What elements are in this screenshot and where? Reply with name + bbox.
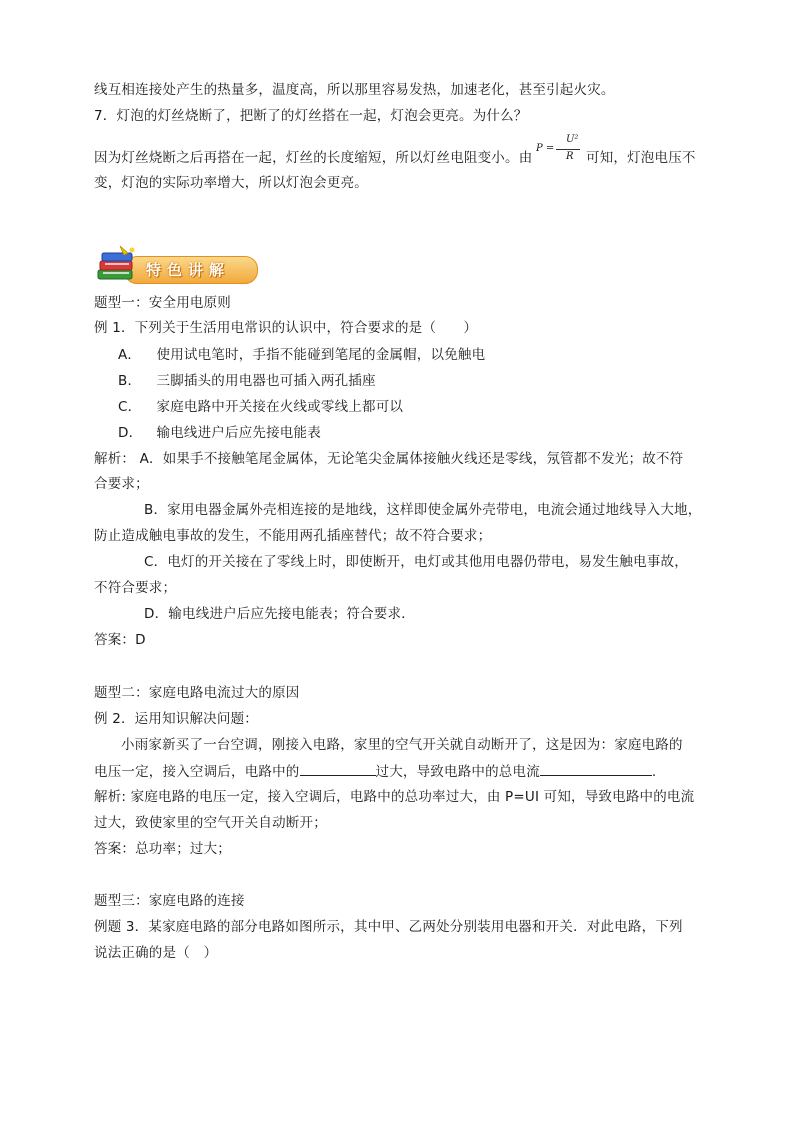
fill-blank-2[interactable]	[540, 761, 652, 776]
text-line: 线互相连接处产生的热量多，温度高，所以那里容易发热，加速老化，甚至引起火灾。	[94, 82, 615, 98]
type2-analysis-line-1: 解析: 家庭电路的电压一定，接入空调后，电路中的总功率过大，由 P=UI 可知，导致电路中的电流	[94, 789, 695, 805]
analysis-line: 不符合要求；	[94, 580, 177, 596]
section-banner	[94, 244, 260, 286]
question-7: 7．灯泡的灯丝烧断了，把断了的灯丝搭在一起，灯泡会更亮。为什么？	[94, 108, 528, 124]
body-text: 过大，导致电路中的总电流	[375, 764, 540, 780]
type1-question: 例 1．下列关于生活用电常识的认识中，符合要求的是（ ）	[94, 320, 478, 336]
banner-title: 特色讲解	[146, 261, 231, 279]
option-text: 三脚插头的用电器也可插入两孔插座	[156, 373, 376, 389]
option-text: 输电线进户后应先接电能表	[156, 425, 321, 441]
type2-heading: 题型二：家庭电路电流过大的原因	[94, 685, 300, 701]
analysis-line: B．家用电器金属外壳相连接的是地线，这样即使金属外壳带电，电流会通过地线导入大地，	[144, 502, 702, 518]
type3-question-line-1: 例题 3．某家庭电路的部分电路如图所示，其中甲、乙两处分别装用电器和开关．对此电路，下列	[94, 919, 683, 935]
type2-body-line-2	[94, 761, 656, 782]
option-label: A．	[118, 347, 142, 363]
option-c	[118, 397, 403, 417]
option-a	[118, 345, 485, 365]
option-d	[118, 423, 321, 443]
power-formula	[534, 134, 584, 166]
books-icon	[94, 244, 140, 286]
body-text: 电压一定，接入空调后，电路中的	[94, 764, 300, 780]
analysis-line: 合要求；	[94, 476, 149, 492]
fraction-bar	[556, 149, 580, 150]
type2-question: 例 2．运用知识解决问题：	[94, 711, 258, 727]
option-text: 使用试电笔时，手指不能碰到笔尾的金属帽，以免触电	[156, 347, 486, 363]
formula-denominator: R	[566, 151, 574, 162]
answer-7-line-1-left: 因为灯丝烧断之后再搭在一起，灯丝的长度缩短，所以灯丝电阻变小。由	[94, 150, 533, 166]
body-text: .	[651, 764, 657, 780]
analysis-line: C．电灯的开关接在了零线上时，即使断开，电灯或其他用电器仍带电，易发生触电事故，	[144, 554, 688, 570]
option-b	[118, 371, 376, 391]
type1-heading: 题型一：安全用电原则	[94, 295, 231, 311]
option-label: B．	[118, 373, 142, 389]
analysis-line: 防止造成触电事故的发生，不能用两孔插座替代；故不符合要求；	[94, 528, 492, 544]
type2-body-line-1: 小雨家新买了一台空调，刚接入电路，家里的空气开关就自动断开了，这是因为：家庭电路的	[121, 737, 683, 753]
type2-analysis-line-2: 过大，致使家里的空气开关自动断开；	[94, 815, 327, 831]
type1-answer: 答案：D	[94, 632, 146, 648]
analysis-line: 解析： A．如果手不接触笔尾金属体，无论笔尖金属体接触火线还是零线，氖管都不发光；故不符	[94, 451, 684, 467]
option-label: C．	[118, 399, 142, 415]
fill-blank-1[interactable]	[300, 761, 376, 776]
type2-answer: 答案：总功率；过大；	[94, 841, 231, 857]
option-text: 家庭电路中开关接在火线或零线上都可以	[156, 399, 404, 415]
type3-question-line-2: 说法正确的是（ ）	[94, 945, 218, 961]
formula-p: P =	[536, 143, 555, 154]
type3-heading: 题型三：家庭电路的连接	[94, 893, 245, 909]
answer-7-line-2: 变，灯泡的实际功率增大，所以灯泡会更亮。	[94, 175, 368, 191]
answer-7-line-1-right: 可知，灯泡电压不	[586, 150, 696, 166]
analysis-line: D．输电线进户后应先接电能表；符合要求．	[144, 606, 415, 622]
option-label: D．	[118, 425, 143, 441]
formula-numerator: U²	[566, 134, 579, 145]
